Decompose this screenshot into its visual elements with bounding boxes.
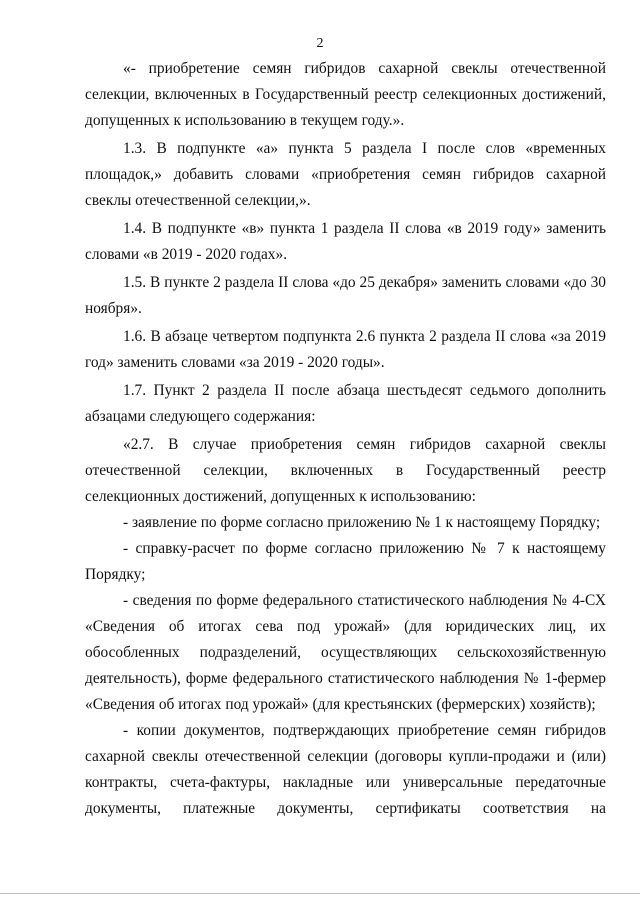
list-item-application: - заявление по форме согласно приложению № 1 к настоящему Порядку; bbox=[123, 514, 601, 531]
paragraph-1-3: 1.3. В подпункте «а» пункта 5 раздела I после слов «временных площадок,» добавить словами «приобретения семян гибридов сахарной свеклы отечественной селекции,». bbox=[85, 140, 606, 209]
document-body bbox=[85, 56, 606, 822]
paragraph-2-7: «2.7. В случае приобретения семян гибридов сахарной свеклы отечественной селекции, включенных в Государственный реестр селекционных достижений, допущенных к использованию: bbox=[85, 436, 606, 505]
paragraph-1-6: 1.6. В абзаце четвертом подпункта 2.6 пункта 2 раздела II слова «за 2019 год» заменить словами «за 2019 - 2020 годы». bbox=[85, 328, 606, 371]
paragraph-1-4: 1.4. В подпункте «в» пункта 1 раздела II слова «в 2019 году» заменить словами «в 2019 - 2020 годах». bbox=[85, 220, 606, 263]
paragraph-quote-seeds: «- приобретение семян гибридов сахарной свеклы отечественной селекции, включенных в Государственный реестр селекционных достижений, допущенных к использованию в текущем году.». bbox=[85, 60, 606, 129]
paragraph-1-7: 1.7. Пункт 2 раздела II после абзаца шестьдесят седьмого дополнить абзацами следующего содержания: bbox=[85, 382, 606, 425]
list-item-document-copies: - копии документов, подтверждающих приобретение семян гибридов сахарной свеклы отечественной селекции (договоры купли-продажи и (или) контракты, счета-фактуры, накладные или универсальные передаточные документы, платежные документы, сертификаты соответствия на bbox=[85, 722, 606, 817]
page-number: 2 bbox=[316, 36, 324, 51]
page-bottom-rule bbox=[0, 893, 640, 894]
paragraph-1-5: 1.5. В пункте 2 раздела II слова «до 25 декабря» заменить словами «до 30 ноября». bbox=[85, 274, 606, 317]
list-item-calculation: - справку-расчет по форме согласно приложению № 7 к настоящему Порядку; bbox=[85, 540, 606, 583]
list-item-statistics: - сведения по форме федерального статистического наблюдения № 4-СХ «Сведения об итогах сева под урожай» (для юридических лиц, их обособленных подразделений, осуществляющих сельскохозяйственную деятельность), форме федерального статистического наблюдения № 1-фермер «Сведения об итогах под урожай» (для крестьянских (фермерских) хозяйств); bbox=[85, 592, 606, 713]
